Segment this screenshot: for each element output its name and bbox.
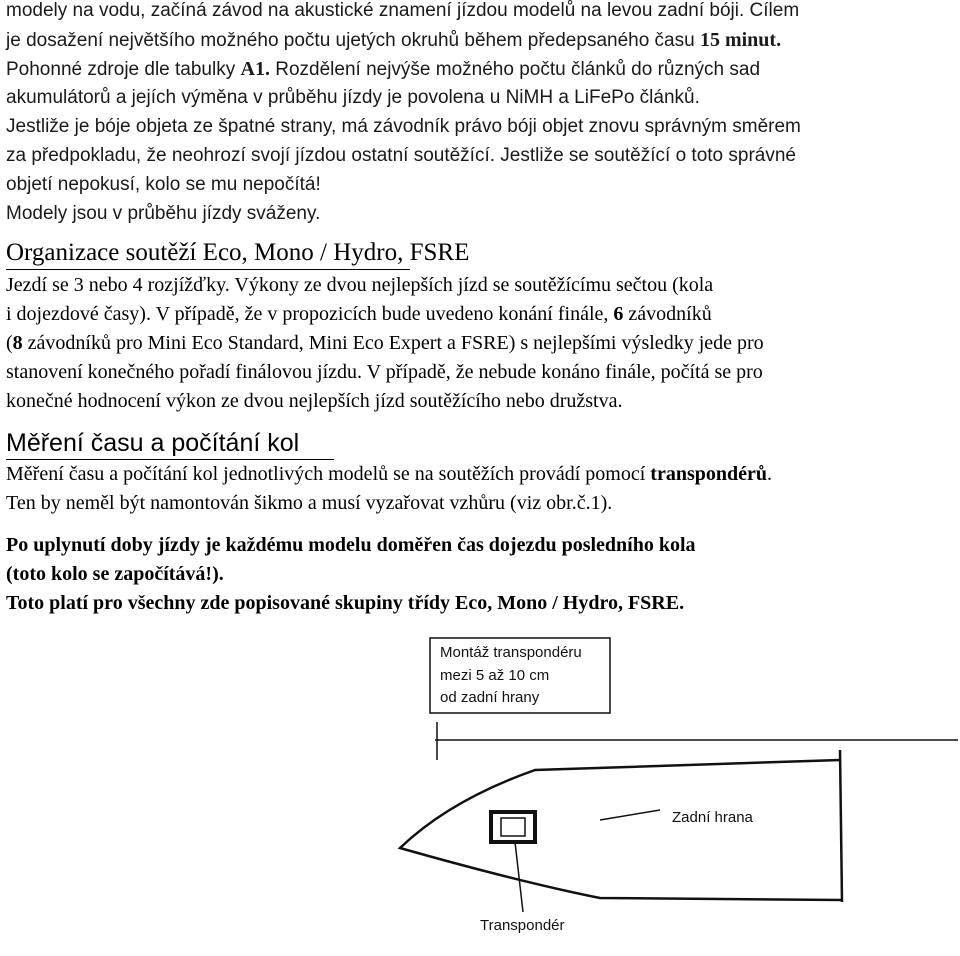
text-run: (: [6, 332, 13, 354]
bold-line: Po uplynutí doby jízdy je každému modelu doměřen čas dojezdu posledního kola: [6, 534, 696, 556]
text-run: .: [766, 463, 772, 485]
hull-outline: [400, 760, 842, 900]
text-run: Měření času a počítání kol jednotlivých modelů se na soutěžích provádí pomocí: [6, 463, 651, 485]
text-line: objetí nepokusí, kolo se mu nepočítá!: [6, 174, 321, 195]
text-line: za předpokladu, že neohrozí svojí jízdou ostatní soutěžící. Jestliže se soutěžící o toto správné: [6, 145, 796, 166]
bold-run: 15 minut.: [699, 29, 782, 51]
note-line: mezi 5 až 10 cm: [440, 667, 550, 684]
text-run: je dosažení největšího možného počtu ujetých okruhů během předepsaného času: [6, 30, 700, 51]
transponder-label: Transpondér: [480, 917, 565, 934]
text-run: Rozdělení nejvýše možného počtu článků do různých sad: [269, 59, 761, 80]
text-line: Jestliže je bóje objeta ze špatné strany, má závodník právo bóji objet znovu správným směrem: [6, 116, 801, 137]
leader-line: [600, 810, 660, 820]
text-run: Pohonné zdroje dle tabulky: [6, 59, 241, 80]
bold-run: 6: [613, 303, 624, 325]
note-line: od zadní hrany: [440, 689, 540, 706]
text-line: Ten by neměl být namontován šikmo a musí vyzařovat vzhůru (viz obr.č.1).: [6, 492, 613, 514]
bold-run: A1.: [240, 58, 270, 80]
note-line: Montáž transpondéru: [440, 644, 582, 661]
text-line: Modely jsou v průběhu jízdy sváženy.: [6, 203, 321, 224]
section-heading: Měření času a počítání kol: [6, 429, 300, 457]
transponder-inner: [501, 818, 525, 836]
bold-line: Toto platí pro všechny zde popisované skupiny třídy Eco, Mono / Hydro, FSRE.: [6, 592, 685, 614]
stern-edge-line: [840, 750, 842, 902]
text-line: Jezdí se 3 nebo 4 rozjížďky. Výkony ze dvou nejlepších jízd se soutěžícímu sečtou (kola: [6, 274, 714, 296]
leader-line: [515, 842, 523, 912]
stern-label: Zadní hrana: [672, 809, 753, 826]
bold-run: 8: [12, 332, 23, 354]
text-line: modely na vodu, začíná závod na akustické znamení jízdou modelů na levou zadní bóji. Cílem: [6, 0, 800, 21]
text-line: stanovení konečného pořadí finálovou jízdu. V případě, že nebude konáno finále, počítá se pro: [6, 361, 763, 383]
text-run: i dojezdové časy). V případě, že v propozicích bude uvedeno konání finále,: [6, 303, 614, 325]
text-run: závodníků pro Mini Eco Standard, Mini Eco Expert a FSRE) s nejlepšími výsledky jede pro: [22, 332, 764, 354]
section-heading: Organizace soutěží Eco, Mono / Hydro, FSRE: [6, 239, 470, 266]
text-line: akumulátorů a jejích výměna v průběhu jízdy je povolena u NiMH a LiFePo článků.: [6, 87, 700, 108]
text-line: konečné hodnocení výkon ze dvou nejlepších jízd soutěžícího nebo družstva.: [6, 390, 623, 412]
text-run: závodníků: [623, 303, 712, 325]
bold-run: transpondérů: [650, 463, 767, 485]
bold-line: (toto kolo se započítává!).: [6, 563, 224, 585]
